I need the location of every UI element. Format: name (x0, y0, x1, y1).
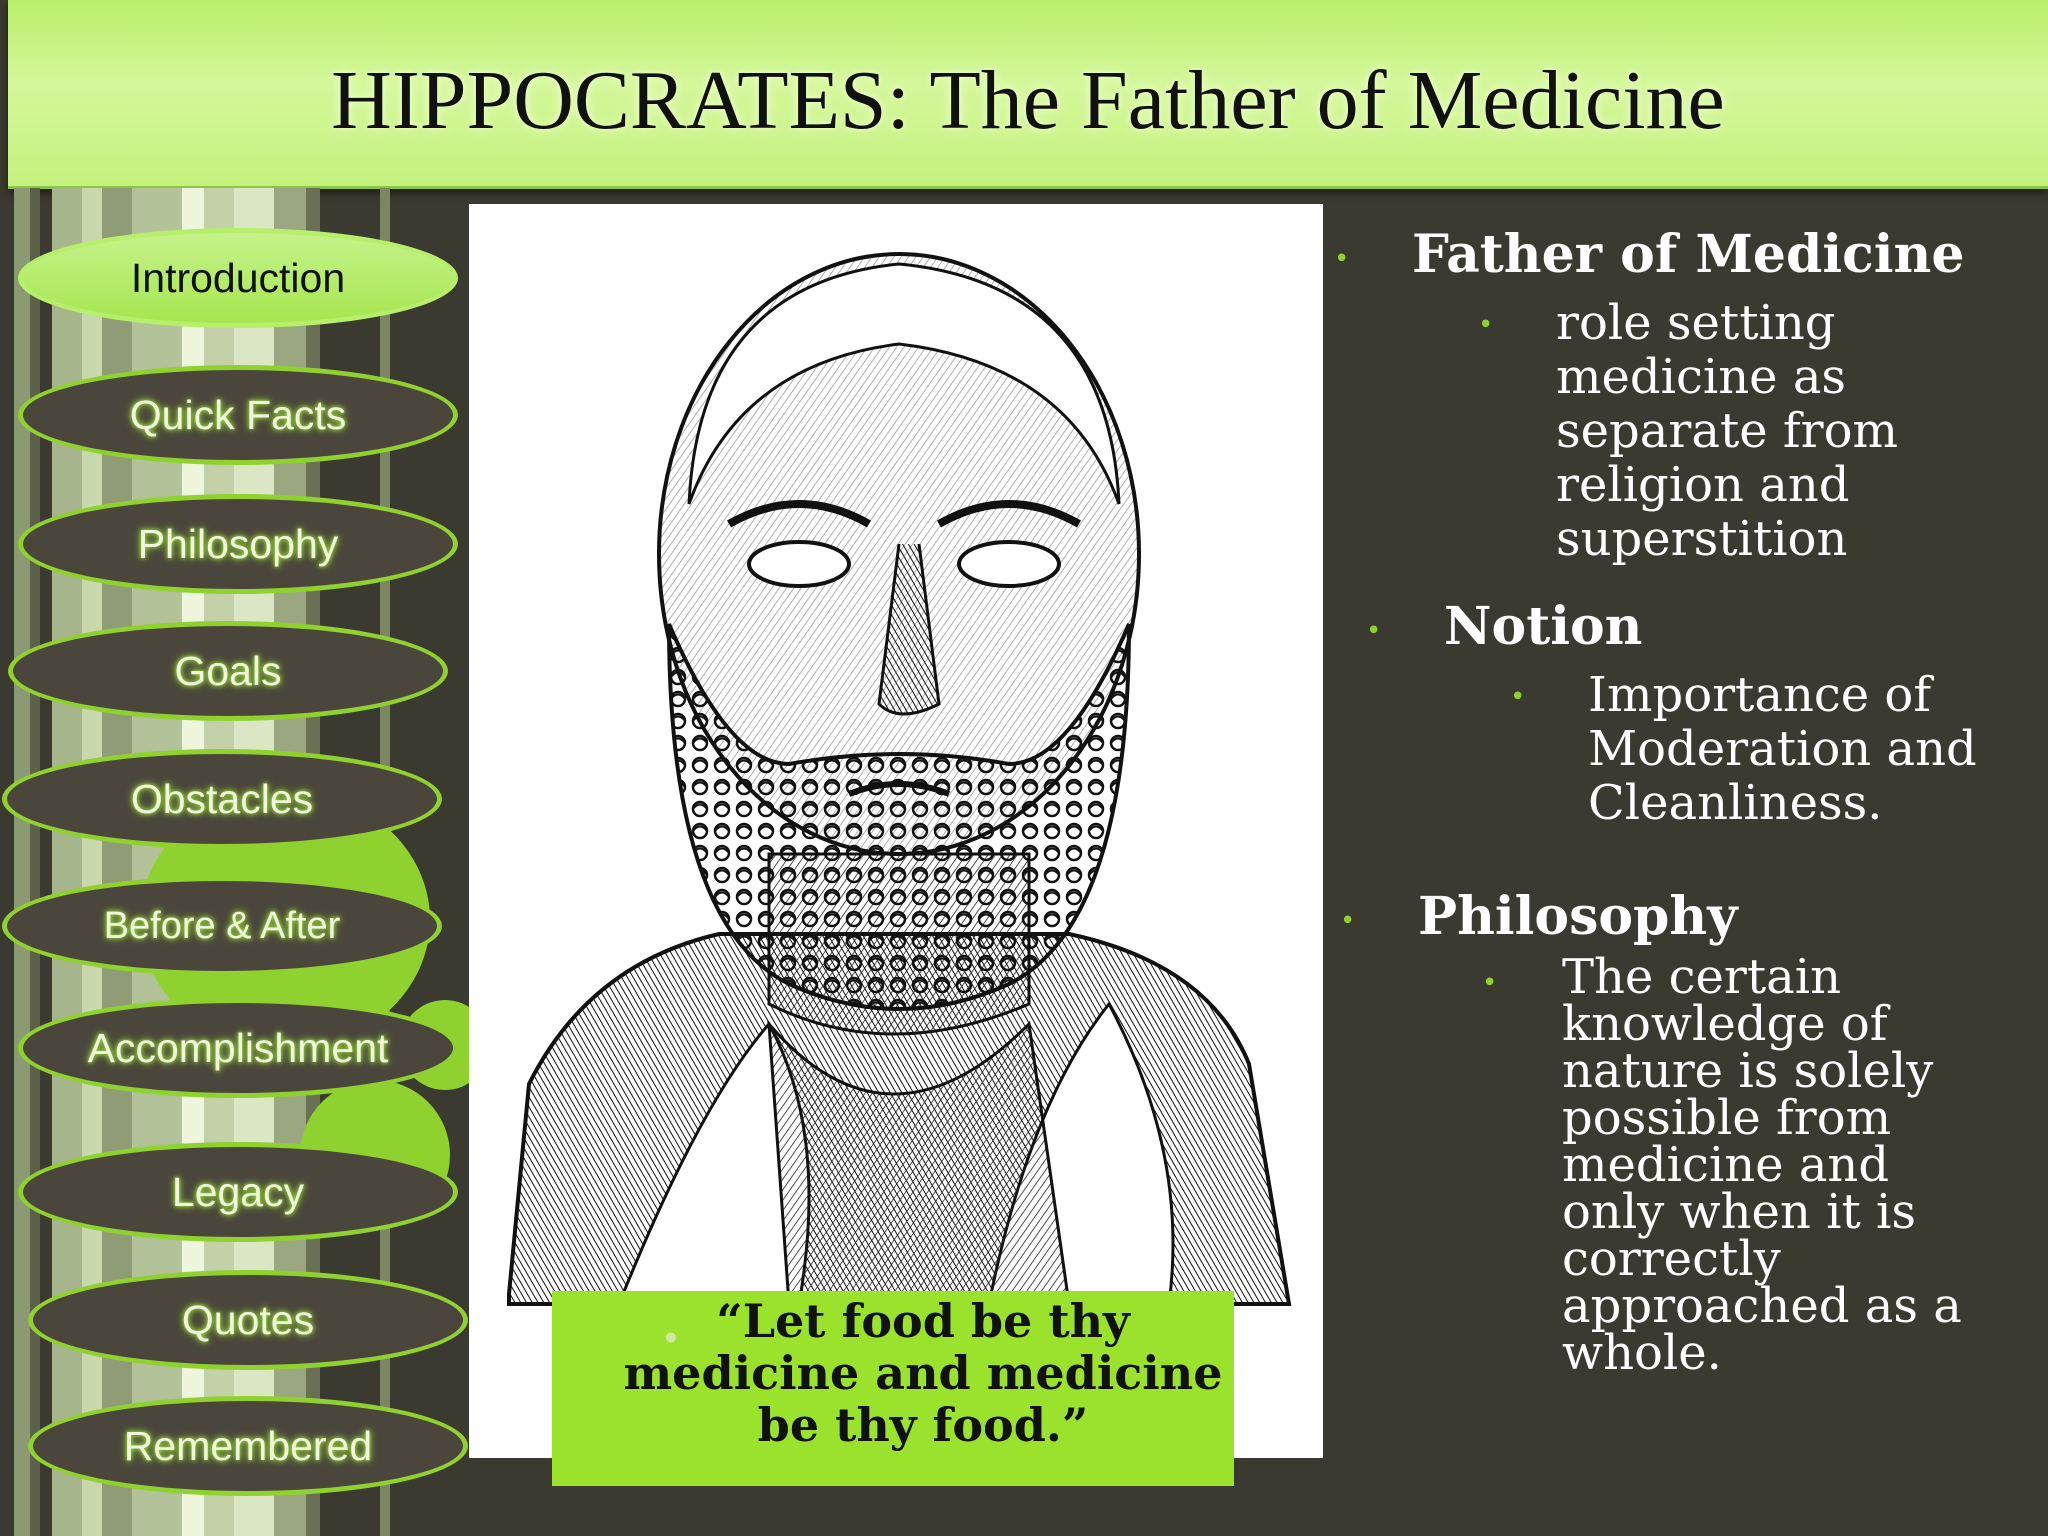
nav-legacy-button[interactable]: Legacy (18, 1142, 458, 1242)
father-line-3: separate from (1556, 403, 1899, 459)
philosophy-line-4: possible from (1562, 1090, 1892, 1146)
notion-line-2: Moderation and (1588, 721, 1977, 777)
notion-line-3: Cleanliness. (1588, 775, 1883, 831)
nav-quotes-button[interactable]: Quotes (28, 1270, 468, 1370)
bullet-icon: • (1340, 906, 1356, 936)
page-title: HIPPOCRATES: The Father of Medicine (331, 54, 1725, 147)
philosophy-line-8: approached as a (1562, 1278, 1962, 1334)
father-line-4: religion and (1556, 457, 1850, 513)
philosophy-line-3: nature is solely (1562, 1043, 1934, 1099)
notion-line-1: Importance of (1588, 667, 1932, 723)
philosophy-line-2: knowledge of (1562, 996, 1888, 1052)
philosophy-line-1: The certain (1562, 949, 1841, 1005)
nav-philosophy-button[interactable]: Philosophy (18, 494, 458, 594)
father-line-5: superstition (1556, 511, 1848, 567)
philosophy-line-5: medicine and (1562, 1137, 1890, 1193)
quote-box (552, 1291, 1234, 1486)
nav-goals-button[interactable]: Goals (8, 621, 448, 721)
bullet-icon: • (1334, 244, 1350, 274)
bullet-icon: • (1510, 682, 1526, 712)
quote-text: “Let food be thy medicine and medicine be thy food.” (623, 1294, 1223, 1452)
bullet-icon: • (1366, 616, 1382, 646)
philosophy-heading: Philosophy (1418, 886, 1738, 947)
hippocrates-bust-illustration (469, 204, 1323, 1458)
philosophy-line-9: whole. (1562, 1325, 1722, 1381)
philosophy-line-6: only when it is (1562, 1184, 1916, 1240)
father-heading: Father of Medicine (1412, 224, 1965, 285)
nav-accomplishment-button[interactable]: Accomplishment (18, 998, 458, 1098)
nav-introduction-button[interactable]: Introduction (18, 228, 458, 328)
title-bar (8, 0, 2048, 189)
notion-heading: Notion (1444, 596, 1643, 657)
quote-bullet-icon: • (662, 1322, 680, 1355)
nav-before-after-button[interactable]: Before & After (2, 876, 442, 976)
bullet-icon: • (1478, 310, 1494, 340)
father-line-2: medicine as (1556, 349, 1847, 405)
philosophy-line-7: correctly (1562, 1231, 1781, 1287)
hippocrates-portrait (469, 204, 1323, 1458)
father-line-1: role setting (1556, 295, 1836, 351)
nav-quick-facts-button[interactable]: Quick Facts (18, 365, 458, 465)
nav-obstacles-button[interactable]: Obstacles (2, 749, 442, 849)
nav-remembered-button[interactable]: Remembered (28, 1396, 468, 1496)
bullet-icon: • (1482, 968, 1498, 998)
